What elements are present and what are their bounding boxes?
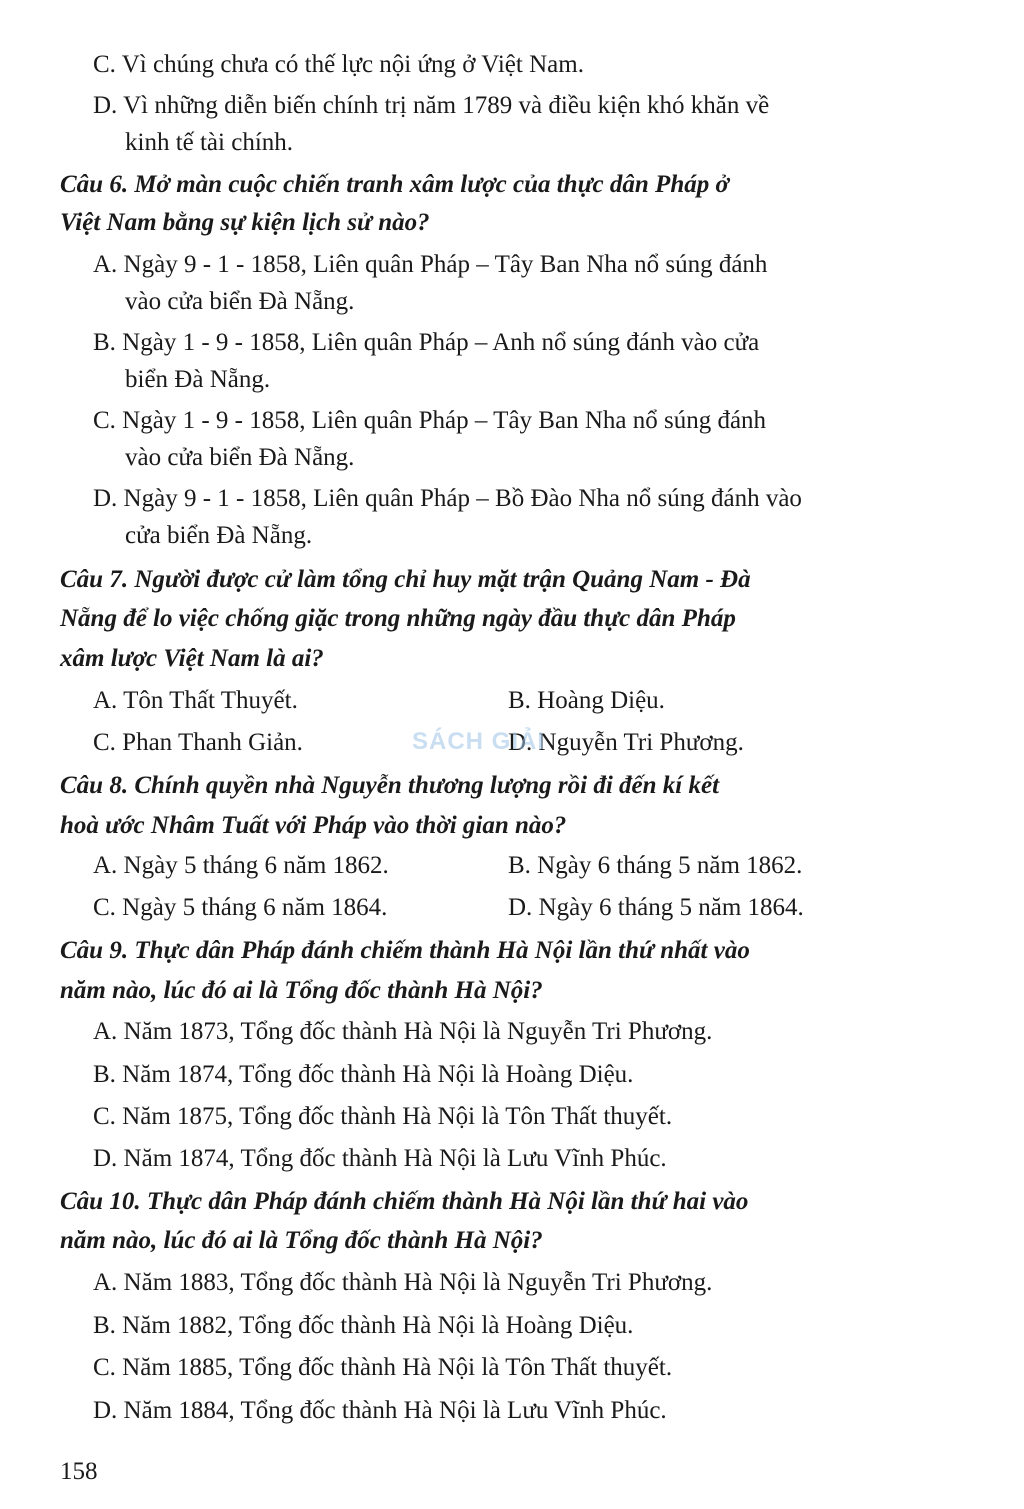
q10-option-a: A. Năm 1883, Tổng đốc thành Hà Nội là Nguyễn Tri Phương. (93, 1269, 713, 1296)
q6-option-d: D. Ngày 9 - 1 - 1858, Liên quân Pháp – Bồ Đào Nha nổ súng đánh vào (93, 485, 802, 512)
q9-option-b: B. Năm 1874, Tổng đốc thành Hà Nội là Hoàng Diệu. (93, 1061, 634, 1088)
q8-option-d: D. Ngày 6 tháng 5 năm 1864. (508, 894, 804, 921)
question-8-line-1: Câu 8. Chính quyền nhà Nguyễn thương lượng rồi đi đến kí kết (60, 772, 720, 799)
question-8-line-2: hoà ước Nhâm Tuất với Pháp vào thời gian nào? (60, 812, 567, 839)
q5-option-d: D. Vì những diễn biến chính trị năm 1789 và điều kiện khó khăn về (93, 92, 770, 119)
question-10-line-1: Câu 10. Thực dân Pháp đánh chiếm thành Hà Nội lần thứ hai vào (60, 1188, 749, 1215)
q8-option-c: C. Ngày 5 tháng 6 năm 1864. (93, 894, 388, 921)
question-10-line-2: năm nào, lúc đó ai là Tổng đốc thành Hà Nội? (60, 1227, 543, 1254)
page-number: 158 (60, 1458, 98, 1485)
watermark-logo: SÁCH GIẢI (412, 728, 546, 755)
question-7-line-1: Câu 7. Người được cử làm tổng chỉ huy mặt trận Quảng Nam - Đà (60, 566, 751, 593)
q7-option-a: A. Tôn Thất Thuyết. (93, 687, 298, 714)
q7-option-d: D. Nguyễn Tri Phương. (508, 729, 744, 756)
q6-option-b-continued: biển Đà Nẵng. (125, 366, 271, 393)
q10-option-c: C. Năm 1885, Tổng đốc thành Hà Nội là Tôn Thất thuyết. (93, 1354, 673, 1381)
q5-option-c: C. Vì chúng chưa có thế lực nội ứng ở Việt Nam. (93, 51, 584, 78)
question-6-line-1: Câu 6. Mở màn cuộc chiến tranh xâm lược của thực dân Pháp ở (60, 171, 729, 198)
question-9-line-1: Câu 9. Thực dân Pháp đánh chiếm thành Hà Nội lần thứ nhất vào (60, 937, 750, 964)
q9-option-c: C. Năm 1875, Tổng đốc thành Hà Nội là Tôn Thất thuyết. (93, 1103, 673, 1130)
q6-option-a-continued: vào cửa biển Đà Nẵng. (125, 288, 355, 315)
question-6-line-2: Việt Nam bằng sự kiện lịch sử nào? (60, 209, 430, 236)
q6-option-d-continued: cửa biển Đà Nẵng. (125, 522, 313, 549)
q6-option-a: A. Ngày 9 - 1 - 1858, Liên quân Pháp – Tây Ban Nha nổ súng đánh (93, 251, 768, 278)
question-7-line-3: xâm lược Việt Nam là ai? (60, 645, 324, 672)
q9-option-a: A. Năm 1873, Tổng đốc thành Hà Nội là Nguyễn Tri Phương. (93, 1018, 713, 1045)
q8-option-b: B. Ngày 6 tháng 5 năm 1862. (508, 852, 803, 879)
q5-option-d-continued: kinh tế tài chính. (125, 129, 294, 156)
q10-option-b: B. Năm 1882, Tổng đốc thành Hà Nội là Hoàng Diệu. (93, 1312, 634, 1339)
question-9-line-2: năm nào, lúc đó ai là Tổng đốc thành Hà Nội? (60, 977, 543, 1004)
q7-option-c: C. Phan Thanh Giản. (93, 729, 303, 756)
q6-option-b: B. Ngày 1 - 9 - 1858, Liên quân Pháp – Anh nổ súng đánh vào cửa (93, 329, 760, 356)
question-7-line-2: Nẵng để lo việc chống giặc trong những ngày đầu thực dân Pháp (60, 605, 736, 632)
q6-option-c: C. Ngày 1 - 9 - 1858, Liên quân Pháp – Tây Ban Nha nổ súng đánh (93, 407, 767, 434)
q7-option-b: B. Hoàng Diệu. (508, 687, 665, 714)
q8-option-a: A. Ngày 5 tháng 6 năm 1862. (93, 852, 389, 879)
q10-option-d: D. Năm 1884, Tổng đốc thành Hà Nội là Lưu Vĩnh Phúc. (93, 1397, 667, 1424)
q6-option-c-continued: vào cửa biển Đà Nẵng. (125, 444, 355, 471)
q9-option-d: D. Năm 1874, Tổng đốc thành Hà Nội là Lưu Vĩnh Phúc. (93, 1145, 667, 1172)
